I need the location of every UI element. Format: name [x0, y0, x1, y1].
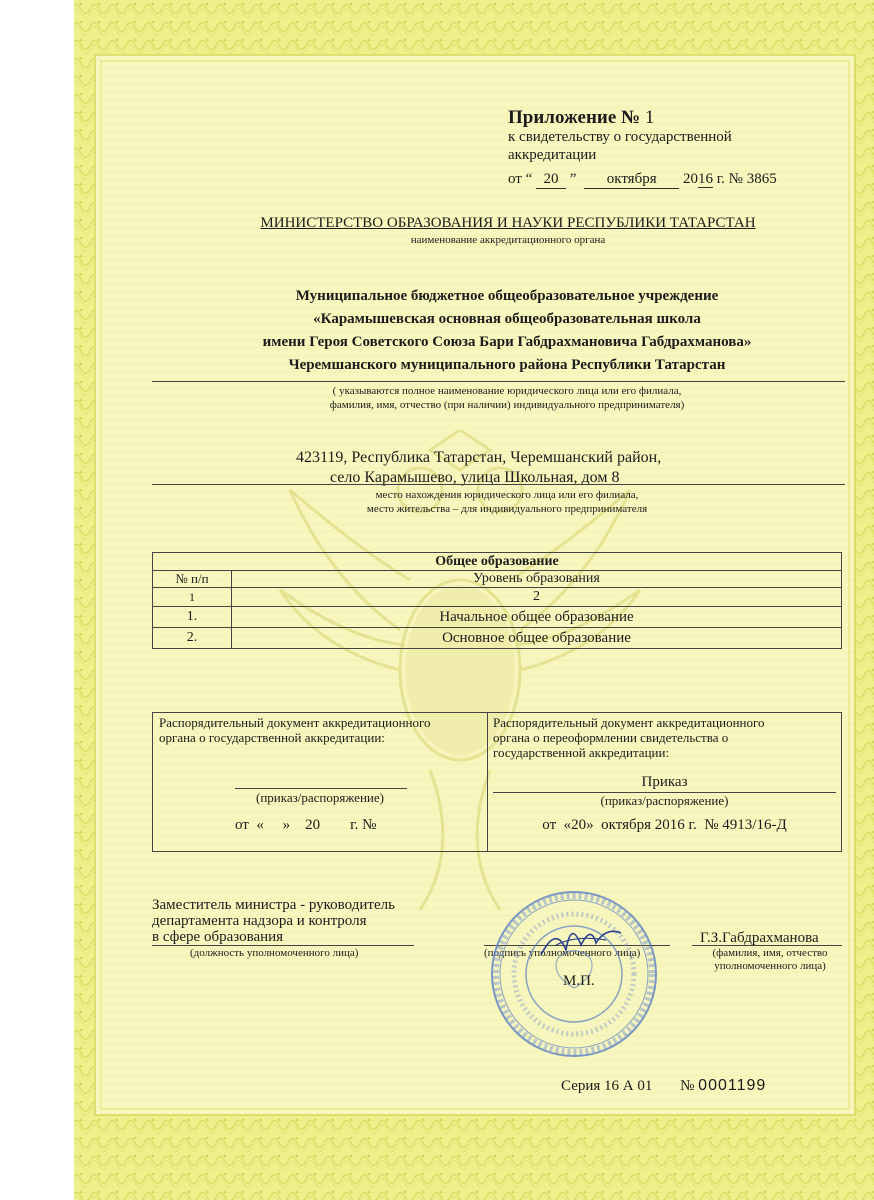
position-caption: (должность уполномоченного лица)	[190, 947, 359, 959]
row-level: Начальное общее образование	[232, 607, 842, 628]
index-cell-2: 2	[232, 588, 842, 607]
organization-line2: «Карамышевская основная общеобразовательная школа	[313, 311, 701, 327]
column-header-number: № п/п	[153, 571, 232, 588]
organization-caption2: фамилия, имя, отчество (при наличии) индивидуального предпринимателя)	[329, 399, 685, 411]
date-year-prefix: 20	[682, 171, 698, 187]
appendix-number: 1	[644, 107, 655, 128]
organization-line3: имени Героя Советского Союза Бари Габдрахмановича Габдрахманова»	[262, 334, 752, 350]
signatory-position-line1: Заместитель министра - руководитель	[152, 897, 395, 913]
reissue-doc-title-line2: органа о переоформлении свидетельства о	[493, 730, 729, 745]
signatory-position-line2: департамента надзора и контроля	[152, 913, 367, 929]
certificate-reference-line1: к свидетельству о государственной	[508, 129, 732, 145]
signature-caption: (подпись уполномоченного лица)	[484, 947, 641, 959]
authority-caption: наименование аккредитационного органа	[410, 234, 606, 246]
reissue-doc-date: от «20» октября 2016 г. № 4913/16-Д	[542, 817, 787, 833]
blank-series	[561, 1077, 766, 1095]
index-cell-1: 1	[153, 588, 232, 607]
accreditation-doc-title-line1: Распорядительный документ аккредитационного	[159, 715, 431, 730]
certificate-date-line	[508, 171, 777, 189]
table-row	[153, 607, 842, 628]
appendix-title	[508, 107, 654, 129]
documents-box	[152, 712, 842, 852]
certificate-number: 3865	[746, 171, 777, 187]
name-line	[692, 945, 842, 946]
address-caption2: место жительства – для индивидуального предпринимателя	[366, 503, 648, 515]
organization-line4: Черемшанского муниципального района Республики Татарстан	[288, 357, 726, 373]
date-year-unit: г. №	[716, 171, 743, 187]
accreditation-doc-type-line	[235, 788, 407, 789]
column-header-level: Уровень образования	[232, 571, 842, 588]
signatory-name: Г.З.Габдрахманова	[700, 930, 819, 946]
reissue-doc-title	[493, 715, 765, 760]
date-quote-close: ”	[569, 171, 577, 187]
organization-line1: Муниципальное бюджетное общеобразовательное учреждение	[295, 288, 719, 304]
row-level: Основное общее образование	[232, 628, 842, 649]
table-row	[153, 628, 842, 649]
date-day: 20	[536, 171, 566, 189]
signatory-position-line3: в сфере образования	[152, 929, 284, 945]
name-caption	[690, 947, 850, 973]
authority-block	[200, 215, 816, 246]
reissue-doc-type: Приказ	[641, 774, 688, 790]
date-month: октября	[584, 171, 679, 189]
organization-name	[150, 285, 864, 377]
appendix-title-text: Приложение №	[508, 107, 641, 128]
address-line1: 423119, Республика Татарстан, Черемшанский район,	[296, 449, 662, 466]
documents-divider	[487, 713, 488, 851]
certificate-reference-line2: аккредитации	[508, 147, 597, 163]
accreditation-doc-caption: (приказ/распоряжение)	[256, 790, 384, 805]
name-caption2: уполномоченного лица)	[714, 960, 826, 972]
signature-scribble-icon	[536, 915, 626, 965]
date-prefix: от “	[508, 171, 533, 187]
organization-caption1: ( указываются полное наименование юридического лица или его филиала,	[332, 385, 682, 397]
position-line	[152, 945, 414, 946]
education-table	[152, 552, 842, 649]
blank-number: 0001199	[698, 1077, 767, 1094]
certificate-reference	[508, 128, 732, 164]
table-header-row	[153, 571, 842, 588]
number-sign: №	[680, 1078, 695, 1094]
reissue-doc-title-line1: Распорядительный документ аккредитационного	[493, 715, 765, 730]
education-table-title: Общее образование	[153, 553, 842, 571]
address-caption1: место нахождения юридического лица или его филиала,	[375, 489, 639, 501]
stamp-label: М.П.	[563, 973, 595, 989]
table-index-row	[153, 588, 842, 607]
row-number: 1.	[153, 607, 232, 628]
address-divider	[152, 484, 845, 485]
accreditation-doc-title-line2: органа о государственной аккредитации:	[159, 730, 385, 745]
reissue-doc-caption: (приказ/распоряжение)	[600, 793, 729, 808]
date-year-suffix: 16	[697, 171, 713, 187]
address-caption	[150, 488, 864, 516]
row-number: 2.	[153, 628, 232, 649]
organization-divider	[152, 381, 845, 382]
series-text: Серия 16 А 01	[561, 1078, 653, 1094]
organization-caption	[150, 384, 864, 412]
address-line2: село Карамышево, улица Школьная, дом 8	[330, 469, 620, 486]
reissue-doc-title-line3: государственной аккредитации:	[493, 745, 670, 760]
accreditation-doc-date: от « » 20 г. №	[235, 817, 377, 833]
signatory-position	[152, 897, 395, 945]
name-caption1: (фамилия, имя, отчество	[712, 947, 828, 959]
accreditation-doc-title	[159, 715, 431, 745]
authority-name: МИНИСТЕРСТВО ОБРАЗОВАНИЯ И НАУКИ РЕСПУБЛИКИ ТАТАРСТАН	[260, 215, 756, 231]
address-block	[296, 448, 661, 488]
